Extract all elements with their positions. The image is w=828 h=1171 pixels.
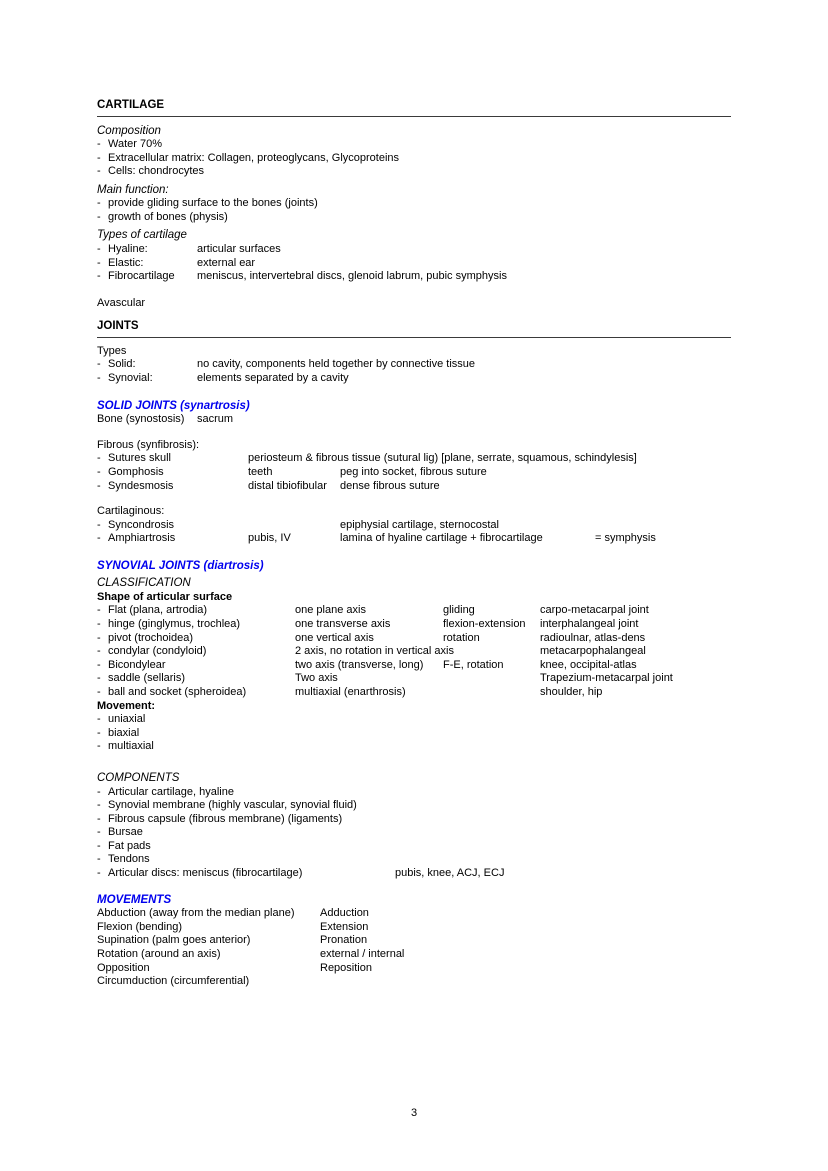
row-label: - Elastic: [97,257,197,271]
list-item: - multiaxial [97,740,731,754]
table-row [97,257,731,271]
solid-joints-title: SOLID JOINTS (synartrosis) [97,399,250,412]
row-label: - Articular discs: meniscus (fibrocartilage) [97,867,395,881]
table-row [97,921,731,935]
table-row [97,604,731,618]
list-item: - Fat pads [97,840,731,854]
table-row [97,632,731,646]
synovial-joints-title: SYNOVIAL JOINTS (diartrosis) [97,559,264,572]
table-row [97,948,731,962]
composition-heading: Composition [97,124,161,137]
cell: = symphysis [595,532,656,545]
list-item: - Fibrous capsule (fibrous membrane) (ligaments) [97,813,731,827]
row-value: no cavity, components held together by connective tissue [197,358,476,371]
cartilage-title: CARTILAGE [97,98,731,117]
table-row [97,975,731,989]
cell: F-E, rotation [443,658,504,671]
cell: - Amphiartrosis [97,532,248,546]
cell: lamina of hyaline cartilage + fibrocartilage [340,532,543,545]
avascular-note: Avascular [97,296,146,309]
movement-heading: Movement: [97,699,156,712]
cell: one vertical axis [295,631,374,644]
row-label: - Solid: [97,358,197,372]
cell: Reposition [320,961,372,974]
row-label: - Hyaline: [97,243,197,257]
shape-heading: Shape of articular surface [97,590,233,603]
cell: external / internal [320,947,405,960]
table-row [97,466,731,480]
cell: rotation [443,631,480,644]
cell: - Syncondrosis [97,519,248,533]
cell: epiphysial cartilage, sternocostal [340,518,499,531]
cell: flexion-extension [443,618,526,631]
cell: - Gomphosis [97,466,248,480]
cell: Adduction [320,907,369,920]
main-function-heading: Main function: [97,183,169,196]
row-value: pubis, knee, ACJ, ECJ [395,867,505,880]
table-row [97,532,731,546]
cell: knee, occipital-atlas [540,658,637,671]
types-of-cartilage-heading: Types of cartilage [97,229,187,242]
section-cartilage [97,98,731,310]
cell: carpo-metacarpal joint [540,604,649,617]
movements-title: MOVEMENTS [97,893,172,906]
cell: Trapezium-metacarpal joint [540,672,673,685]
list-item: - Bursae [97,826,731,840]
list-item: - Tendons [97,853,731,867]
cell: - hinge (ginglymus, trochlea) [97,618,295,632]
section-joints [97,319,731,385]
table-row [97,867,731,881]
cell: - saddle (sellaris) [97,672,295,686]
cell: interphalangeal joint [540,618,639,631]
table-row [97,243,731,257]
table-row [97,659,731,673]
list-item: - provide gliding surface to the bones (joints) [97,197,731,211]
table-row [97,672,731,686]
section-synovial-joints [97,559,731,881]
cell: two axis (transverse, long) [295,658,424,671]
table-row [97,270,731,284]
table-row [97,686,731,700]
cell: Circumduction (circumferential) [97,975,250,988]
cell: one transverse axis [295,618,391,631]
cell: gliding [443,604,475,617]
cell: - Bicondylear [97,659,295,673]
cell: - Flat (plana, artrodia) [97,604,295,618]
section-movements [97,893,731,989]
fibrous-heading: Fibrous (synfibrosis): [97,438,200,451]
page-number: 3 [410,1107,418,1119]
list-item: - Water 70% [97,138,731,152]
cell [595,519,731,533]
list-item: - biaxial [97,727,731,741]
table-row [97,645,731,659]
row-label: - Synovial: [97,372,197,386]
table-row [97,358,731,372]
list-item: - growth of bones (physis) [97,211,731,225]
table-row [97,452,731,466]
row-label: Bone (synostosis) [97,413,185,426]
cell: Extension [320,920,369,933]
cell [443,672,540,686]
cell: periosteum & fibrous tissue (sutural lig) [plane, serrate, squamous, schindylesis] [248,452,637,465]
list-item: - Cells: chondrocytes [97,165,731,179]
row-value: meniscus, intervertebral discs, glenoid labrum, pubic symphysis [197,270,507,283]
list-item: - Extracellular matrix: Collagen, proteoglycans, Glycoproteins [97,152,731,166]
cell: Rotation (around an axis) [97,947,221,960]
joint-types-heading: Types [97,344,127,357]
table-row [97,618,731,632]
page-content [97,98,731,989]
cell: - Syndesmosis [97,480,248,494]
list-item: - Synovial membrane (highly vascular, synovial fluid) [97,799,731,813]
cell: - condylar (condyloid) [97,645,295,659]
cell: dense fibrous suture [340,479,440,492]
cartilaginous-heading: Cartilaginous: [97,505,165,518]
cell: - Sutures skull [97,452,248,466]
cell: shoulder, hip [540,686,603,699]
row-value: sacrum [197,413,234,426]
cell: - pivot (trochoidea) [97,632,295,646]
cell: pubis, IV [248,532,291,545]
cell [248,519,340,533]
table-row [97,934,731,948]
cell: teeth [248,465,273,478]
cell: radioulnar, atlas-dens [540,631,646,644]
table-row [97,962,731,976]
cell: Pronation [320,934,368,947]
cell: Opposition [97,961,150,974]
cell: Supination (palm goes anterior) [97,934,251,947]
row-label: - Fibrocartilage [97,270,197,284]
components-heading: COMPONENTS [97,772,180,784]
cell: multiaxial (enarthrosis) [295,686,406,699]
joints-title: JOINTS [97,319,731,338]
cell [320,975,731,989]
cell: one plane axis [295,604,366,617]
cell: peg into socket, fibrous suture [340,465,487,478]
cell: 2 axis, no rotation in vertical axis [295,645,454,658]
cell: metacarpophalangeal [540,645,646,658]
cell: Flexion (bending) [97,920,182,933]
cell: - ball and socket (spheroidea) [97,686,295,700]
list-item: - Articular cartilage, hyaline [97,786,731,800]
row-value: articular surfaces [197,242,281,255]
table-row [97,413,731,427]
classification-heading: CLASSIFICATION [97,577,191,590]
row-value: elements separated by a cavity [197,372,349,385]
cell: Abduction (away from the median plane) [97,907,295,920]
cell [443,686,540,700]
section-solid-joints [97,399,731,546]
row-value: external ear [197,256,256,269]
table-row [97,372,731,386]
table-row [97,480,731,494]
table-row [97,907,731,921]
cell: distal tibiofibular [248,479,327,492]
list-item: - uniaxial [97,713,731,727]
table-row [97,519,731,533]
cell: Two axis [295,672,338,685]
